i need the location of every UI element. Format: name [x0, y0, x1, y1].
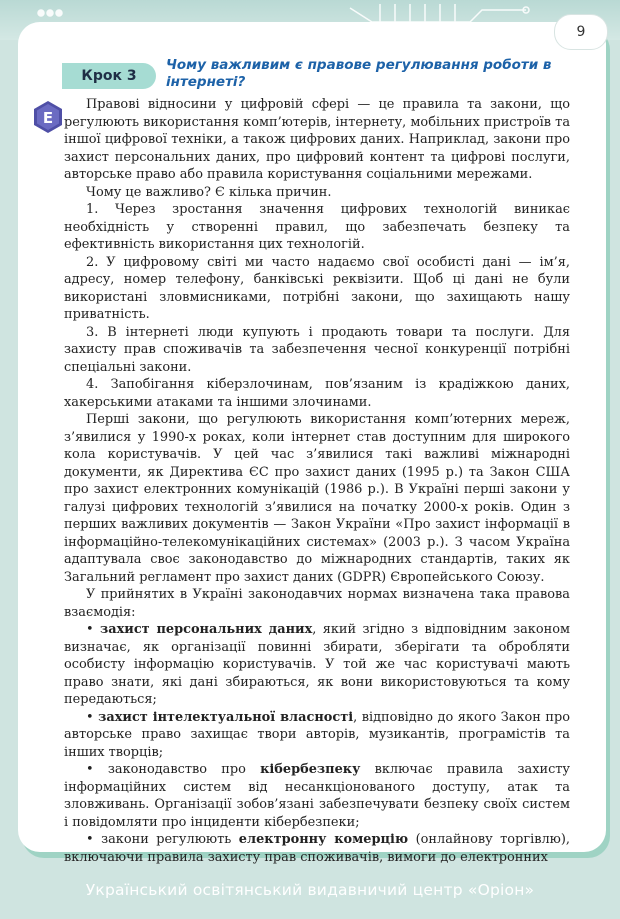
svg-text:E: E [42, 109, 54, 127]
step-badge: Крок 3 [62, 63, 156, 89]
text-run: , який згідно з відповідним законом визначає, як організації повинні збирати, зберігати та обробляти особисту інформацію користувачів. У той же час користувачі мають право знати, які дані збираються, як вони використовуються та кому передаються; [64, 622, 570, 707]
bold-term: захист персональних даних [100, 622, 313, 637]
paragraph [64, 621, 570, 709]
paragraph [64, 411, 570, 586]
text-run: Перші закони, що регулюють використання комп’ютерних мереж, з’явилися у 1990-х роках, коли інтернет став доступним для широкого кола користувачів. У цей час з’явилися такі важливі міжнародні документи, як Директива ЄС про захист даних (1995 р.) та Закон США про захист електронних комунікацій (1986 р.). В Україні перші закони у галузі цифрових технологій з’явилися на початку 2000-х років. Один з перших важливих документів — Закон України «Про захист інформації в інформаційно-телекомунікаційних системах» (2003 р.). З часом Україна адаптувала своє законодавство до міжнародних стандартів, таких як Загальний регламент про захист даних (GDPR) Європейського Союзу. [64, 412, 570, 585]
text-run: • [86, 622, 100, 637]
text-run: Правові відносини у цифровій сфері — це правила та закони, що регулюють використання комп’ютерів, інтернету, мобільних пристроїв та іншої цифрової техніки, а також цифрових даних. Наприклад, закони про захист персональних даних, про цифровий контент та цифрові послуги, авторське право або правила користування соціальними мережами. [64, 97, 570, 182]
text-run: • закони регулюють [86, 832, 239, 847]
paragraph [64, 324, 570, 377]
paragraph [64, 376, 570, 411]
text-run: , відповідно до якого Закон про авторське право захищає твори авторів, музикантів, програмістів та інших творців; [64, 709, 570, 760]
text-run: 1. Через зростання значення цифрових технологій виникає необхідність у створенні правил, що забезпечать безпеку та ефективність використання цих технологій. [64, 202, 570, 252]
paragraph [64, 761, 570, 831]
publisher-footer: Український освітянський видавничий центр «Оріон» [85, 881, 535, 899]
text-run: У прийнятих в Україні законодавчих нормах визначена така правова взаємодія: [64, 587, 570, 620]
text-run: Чому це важливо? Є кілька причин. [86, 184, 332, 200]
paragraph [64, 184, 570, 202]
text-run: (онлайнову торгівлю), включаючи правила захисту прав споживачів, вимоги до електронних [64, 832, 570, 865]
e-learning-icon [31, 100, 65, 134]
paragraph [64, 96, 570, 184]
section-heading: Чому важливим є правове регулювання роботи в інтернеті? [166, 57, 552, 90]
text-run: • [86, 709, 99, 725]
text-run: включає правила захисту інформаційних систем від несанкціонованого доступу, атак та зловживань. Організації зобов’язані забезпечувати безпеку своїх систем і повідомляти про інциденти кібербезпеки; [64, 762, 570, 830]
body-text [64, 96, 570, 866]
text-run: 2. У цифровому світі ми часто надаємо свої особисті дані — ім’я, адресу, номер телефону, банківські реквізити. Щоб ці дані не були використані зловмисниками, потрібні закони, що захищають нашу приватність. [64, 254, 570, 322]
text-run: 4. Запобігання кіберзлочинам, пов’язаним із крадіжкою даних, хакерськими атаками та іншими злочинами. [64, 377, 570, 410]
bold-term: кібербезпеку [260, 762, 361, 777]
paragraph [64, 831, 570, 866]
paragraph [64, 586, 570, 621]
bold-term: електронну комерцію [238, 832, 409, 847]
paragraph [64, 709, 570, 762]
paragraph [64, 201, 570, 254]
paragraph [64, 254, 570, 324]
text-run: • законодавство про [86, 762, 261, 777]
page-number: 9 [554, 14, 608, 50]
bold-term: захист інтелектуальної власності [98, 709, 354, 725]
text-run: 3. В інтернеті люди купують і продають товари та послуги. Для захисту прав споживачів та забезпечення чесної конкуренції потрібні спеціальні закони. [64, 324, 570, 375]
